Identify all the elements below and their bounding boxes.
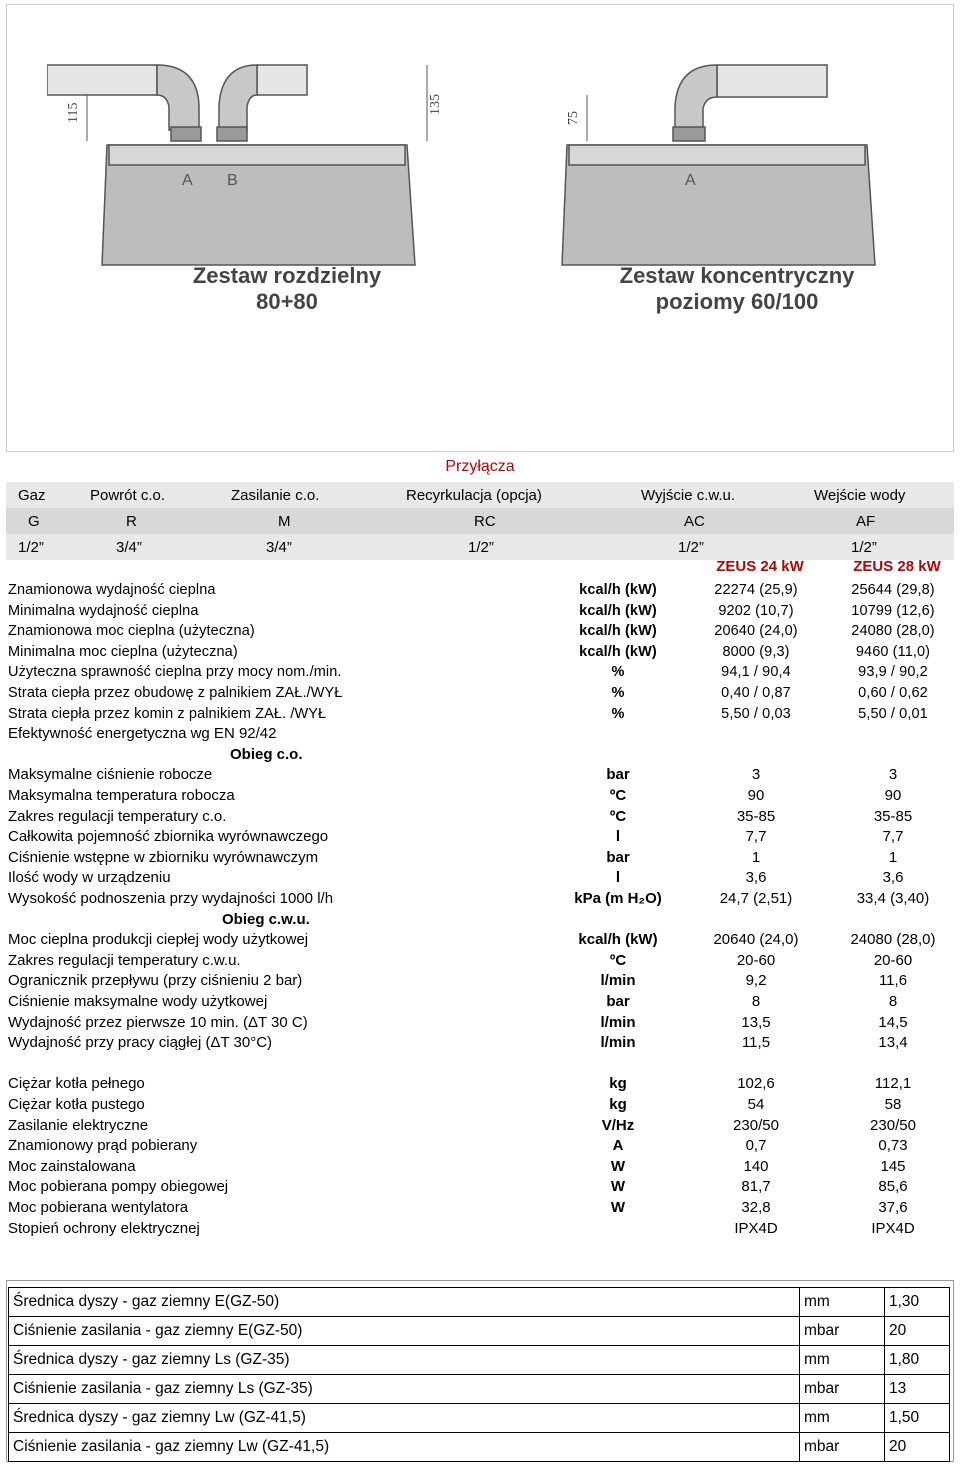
nozzle-row: [9, 1375, 950, 1404]
spec-value-28kw: IPX4D: [871, 1219, 915, 1237]
spec-value-28kw: 0,73: [878, 1137, 908, 1155]
spec-row: [8, 621, 948, 641]
dim-label: 135: [428, 94, 443, 115]
spec-value-24kw: 1: [751, 848, 761, 866]
spec-value-28kw: 3: [888, 766, 898, 784]
spec-row: [8, 930, 948, 950]
nozzle-value: 20: [885, 1317, 950, 1346]
spec-value-24kw: 0,40 / 0,87: [721, 685, 791, 701]
section-heading-cwu: Obieg c.w.u.: [222, 910, 310, 928]
spec-label: Znamionowa moc cieplna (użyteczna): [8, 623, 255, 640]
spec-label: Moc zainstalowana: [8, 1157, 136, 1175]
nozzle-row: [9, 1288, 950, 1317]
spec-value-28kw: 0,60 / 0,62: [858, 685, 928, 701]
spec-label: Ciężar kotła pełnego: [8, 1075, 145, 1093]
connection-codes-row: [6, 508, 954, 534]
spec-value-24kw: 20-60: [736, 951, 776, 969]
spec-value-24kw: 81,7: [741, 1178, 771, 1196]
spec-unit: bar: [606, 848, 630, 866]
spec-value-24kw: 35-85: [736, 807, 776, 825]
nozzle-unit: mm: [800, 1404, 885, 1433]
spec-value-28kw: 90: [884, 787, 902, 804]
spec-label: Stopień ochrony elektrycznej: [8, 1219, 200, 1237]
spec-row: [8, 951, 948, 971]
spec-value-24kw: 3: [751, 766, 761, 784]
spec-unit: A: [612, 1137, 624, 1155]
connection-name: Powrót c.o.: [90, 486, 166, 504]
connections-title: Przyłącza: [445, 458, 515, 475]
nozzle-unit: mbar: [800, 1375, 885, 1404]
spec-label: Maksymalna temperatura robocza: [8, 787, 235, 804]
connection-letter: A: [685, 172, 696, 189]
spec-value-24kw: 32,8: [741, 1199, 771, 1216]
spec-value-24kw: 24,7 (2,51): [719, 890, 793, 907]
spec-row: [8, 848, 948, 868]
spec-value-24kw: 9202 (10,7): [718, 602, 794, 619]
spec-table: [8, 556, 948, 1276]
spec-value-24kw: 140: [743, 1157, 769, 1175]
connection-code: R: [126, 512, 137, 530]
spec-value-28kw: 14,5: [878, 1013, 908, 1031]
connection-size: 1/2”: [851, 538, 877, 556]
drawing-frame: [6, 4, 954, 452]
spec-value-28kw: 1: [888, 848, 898, 866]
spec-label: Minimalna wydajność cieplna: [8, 602, 199, 619]
section-heading-co-row: [8, 745, 948, 765]
spec-label: Całkowita pojemność zbiornika wyrównawczego: [8, 828, 329, 846]
spec-value-24kw: 3,6: [745, 869, 767, 887]
nozzle-unit: mbar: [800, 1433, 885, 1462]
spec-value-24kw: 102,6: [737, 1075, 775, 1093]
spec-value-24kw: 20640 (24,0): [713, 931, 799, 949]
spec-value-28kw: 24080 (28,0): [851, 623, 935, 640]
spec-value-24kw: 94,1 / 90,4: [721, 664, 791, 681]
caption-line: Zestaw koncentryczny: [619, 263, 855, 288]
spec-label: Wysokość podnoszenia przy wydajności 1000 l/h: [8, 890, 334, 907]
efficiency-label-row: [8, 724, 948, 744]
spec-value-24kw: 54: [747, 1096, 765, 1113]
nozzle-value: 1,50: [885, 1404, 950, 1433]
spec-unit: ºC: [609, 951, 627, 969]
caption-line: Zestaw rozdzielny: [192, 263, 382, 288]
connection-names-row: [6, 482, 954, 508]
spec-unit: %: [611, 664, 625, 681]
connection-name: Zasilanie c.o.: [231, 486, 320, 504]
spec-row: [8, 580, 948, 600]
spec-label: Ciśnienie maksymalne wody użytkowej: [8, 993, 268, 1010]
spec-unit: l/min: [600, 1013, 636, 1031]
connection-size: 3/4”: [116, 538, 142, 556]
spec-label: Ciężar kotła pustego: [8, 1096, 145, 1113]
spec-value-28kw: 58: [884, 1096, 902, 1113]
section-heading-cwu-row: [8, 910, 948, 930]
spec-row: [8, 601, 948, 621]
spec-value-24kw: 8000 (9,3): [722, 643, 790, 660]
spec-row: [8, 868, 948, 888]
spec-unit: l/min: [600, 972, 636, 990]
nozzle-label: Średnica dyszy - gaz ziemny E(GZ-50): [9, 1288, 800, 1317]
spec-unit: W: [610, 1199, 626, 1216]
nozzle-label: Ciśnienie zasilania - gaz ziemny Ls (GZ-35): [9, 1375, 800, 1404]
spec-value-28kw: 24080 (28,0): [850, 931, 936, 949]
spec-unit: W: [610, 1178, 626, 1196]
spec-value-24kw: 5,50 / 0,03: [721, 705, 791, 722]
spec-unit: kg: [609, 1075, 627, 1093]
spec-row: [8, 1013, 948, 1033]
spec-unit: kcal/h (kW): [579, 582, 657, 598]
nozzle-value: 13: [885, 1375, 950, 1404]
spec-unit: %: [611, 685, 625, 701]
model-header: ZEUS 24 kW: [716, 558, 804, 575]
spec-row: [8, 1074, 948, 1094]
spec-value-28kw: 85,6: [878, 1178, 908, 1196]
connection-name: Wyjście c.w.u.: [641, 486, 736, 504]
nozzle-unit: mm: [800, 1346, 885, 1375]
spec-row: [8, 971, 948, 991]
spec-value-28kw: 25644 (29,8): [851, 582, 935, 598]
spec-unit: kcal/h (kW): [579, 643, 657, 660]
spec-value-24kw: 9,2: [745, 972, 767, 990]
spec-value-28kw: 3,6: [882, 869, 904, 887]
spec-label: Znamionowy prąd pobierany: [8, 1137, 198, 1155]
spec-label: Maksymalne ciśnienie robocze: [8, 766, 213, 784]
spec-label: Ogranicznik przepływu (przy ciśnieniu 2 bar): [8, 972, 303, 990]
connection-letter: A: [182, 172, 193, 189]
spec-unit: kg: [609, 1096, 627, 1113]
spec-label: Strata ciepła przez komin z palnikiem ZAŁ. /WYŁ: [8, 705, 327, 722]
spec-row: [8, 1136, 948, 1156]
connection-size: 1/2”: [468, 538, 494, 556]
spec-row: [8, 1033, 948, 1053]
spec-value-28kw: 37,6: [878, 1199, 908, 1216]
spec-row: [8, 765, 948, 785]
connection-code: AF: [856, 512, 876, 530]
spec-value-24kw: 11,5: [741, 1034, 771, 1052]
spec-label: Zakres regulacji temperatury c.o.: [8, 807, 227, 825]
nozzle-table: [8, 1287, 950, 1462]
spec-label: Strata ciepła przez obudowę z palnikiem ZAŁ./WYŁ: [8, 685, 343, 701]
spec-value-24kw: 20640 (24,0): [714, 623, 798, 640]
model-header: ZEUS 28 kW: [853, 558, 941, 575]
spec-row: [8, 827, 948, 847]
spec-unit: W: [610, 1157, 626, 1175]
spec-label: Moc pobierana wentylatora: [8, 1199, 189, 1216]
spec-unit: kcal/h (kW): [579, 623, 657, 640]
spec-label: Ciśnienie wstępne w zbiorniku wyrównawczym: [8, 848, 319, 866]
spec-row: [8, 662, 948, 682]
spec-value-24kw: IPX4D: [734, 1219, 778, 1237]
spec-value-24kw: 0,7: [745, 1137, 767, 1155]
spec-row: [8, 889, 948, 909]
spec-value-28kw: 35-85: [873, 807, 913, 825]
spec-unit: kcal/h (kW): [579, 602, 657, 619]
nozzle-label: Ciśnienie zasilania - gaz ziemny Lw (GZ-41,5): [9, 1433, 800, 1462]
spec-label: Moc pobierana pompy obiegowej: [8, 1178, 229, 1196]
spec-row: [8, 642, 948, 662]
spec-row: [8, 683, 948, 703]
spec-label: Wydajność przy pracy ciągłej (ΔT 30°C): [8, 1034, 273, 1052]
spec-value-28kw: 112,1: [874, 1075, 912, 1093]
spec-value-28kw: 8: [888, 993, 898, 1010]
dim-label: 115: [66, 102, 81, 123]
right-kit-caption: [567, 263, 907, 315]
spec-value-24kw: 8: [751, 993, 761, 1010]
spec-label: Wydajność przez pierwsze 10 min. (ΔT 30 C): [8, 1013, 308, 1031]
spec-row: [8, 1095, 948, 1115]
connection-name: Wejście wody: [814, 486, 906, 504]
nozzle-unit: mbar: [800, 1317, 885, 1346]
connection-size: 1/2”: [18, 538, 44, 556]
connection-name: Gaz: [18, 486, 46, 504]
caption-line: poziomy 60/100: [655, 289, 819, 314]
connections-table: [6, 452, 954, 560]
nozzle-value: 20: [885, 1433, 950, 1462]
nozzle-value: 1,80: [885, 1346, 950, 1375]
nozzle-row: [9, 1404, 950, 1433]
spec-label: Zakres regulacji temperatury c.w.u.: [8, 951, 241, 969]
spec-value-24kw: 90: [747, 787, 765, 804]
spec-row: [8, 992, 948, 1012]
spec-row: [8, 1157, 948, 1177]
spec-label: Użyteczna sprawność cieplna przy mocy nom./min.: [8, 664, 342, 681]
nozzle-row: [9, 1317, 950, 1346]
connection-letter: B: [227, 172, 238, 189]
spec-value-24kw: 230/50: [733, 1116, 779, 1134]
nozzle-row: [9, 1433, 950, 1462]
spec-label: Moc cieplna produkcji ciepłej wody użytkowej: [8, 931, 309, 949]
caption-line: 80+80: [256, 289, 318, 314]
spec-row: [8, 807, 948, 827]
section-heading-co: Obieg c.o.: [230, 745, 303, 763]
spec-unit: l/min: [600, 1034, 636, 1052]
spec-row: [8, 1219, 948, 1239]
spec-row: [8, 1177, 948, 1197]
spec-label: Ilość wody w urządzeniu: [8, 869, 171, 887]
connection-size: 3/4”: [266, 538, 292, 556]
nozzle-label: Średnica dyszy - gaz ziemny Lw (GZ-41,5): [9, 1404, 800, 1433]
connection-code: M: [278, 512, 291, 530]
nozzle-row: [9, 1346, 950, 1375]
nozzle-label: Ciśnienie zasilania - gaz ziemny E(GZ-50): [9, 1317, 800, 1346]
spec-value-24kw: 22274 (25,9): [714, 582, 798, 598]
spec-value-28kw: 20-60: [873, 951, 913, 969]
spec-value-28kw: 5,50 / 0,01: [858, 705, 928, 722]
spec-value-28kw: 230/50: [870, 1116, 916, 1134]
spec-value-28kw: 93,9 / 90,2: [858, 664, 928, 681]
spec-unit: V/Hz: [601, 1116, 635, 1134]
spec-value-28kw: 145: [880, 1157, 906, 1175]
efficiency-label: Efektywność energetyczna wg EN 92/42: [8, 725, 277, 743]
connection-code: RC: [474, 512, 496, 530]
spec-unit: ºC: [609, 807, 627, 825]
spec-value-28kw: 33,4 (3,40): [856, 890, 930, 907]
spec-row: [8, 1198, 948, 1218]
spec-unit: bar: [606, 993, 630, 1010]
spec-row: [8, 786, 948, 806]
spec-unit: kcal/h (kW): [578, 931, 658, 949]
spec-unit: %: [611, 705, 625, 722]
spec-unit: l: [615, 828, 621, 846]
spec-value-28kw: 10799 (12,6): [851, 602, 935, 619]
spec-value-28kw: 11,6: [878, 972, 908, 990]
spec-row: [8, 1116, 948, 1136]
connection-code: AC: [684, 512, 705, 530]
spec-unit: l: [615, 869, 621, 887]
dim-label: 75: [566, 111, 581, 125]
spec-unit: bar: [606, 766, 630, 784]
spec-row: [8, 704, 948, 724]
nozzle-label: Średnica dyszy - gaz ziemny Ls (GZ-35): [9, 1346, 800, 1375]
spec-label: Zasilanie elektryczne: [8, 1116, 149, 1134]
spec-value-24kw: 7,7: [745, 828, 767, 846]
connection-name: Recyrkulacja (opcja): [406, 486, 542, 504]
connection-code: G: [28, 512, 40, 530]
spec-label: Znamionowa wydajność cieplna: [8, 582, 216, 598]
nozzle-unit: mm: [800, 1288, 885, 1317]
spec-label: Minimalna moc cieplna (użyteczna): [8, 643, 238, 660]
spec-value-24kw: 13,5: [741, 1013, 771, 1031]
spec-unit: ºC: [609, 787, 627, 804]
spec-value-28kw: 9460 (11,0): [855, 643, 931, 660]
left-kit-caption: [127, 263, 447, 315]
spec-value-28kw: 7,7: [882, 828, 904, 846]
connection-size: 1/2”: [678, 538, 704, 556]
nozzle-value: 1,30: [885, 1288, 950, 1317]
spec-value-28kw: 13,4: [878, 1034, 908, 1052]
spec-unit: kPa (m H₂O): [574, 890, 662, 907]
